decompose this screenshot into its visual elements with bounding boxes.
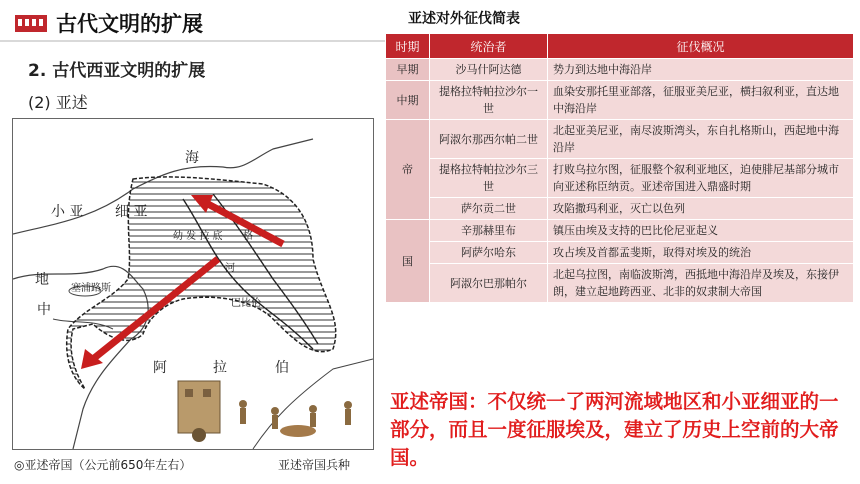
colosseum-icon (14, 13, 48, 33)
assyria-map (12, 118, 374, 450)
summary-cell: 攻陷撒玛利亚，灭亡以色列 (548, 198, 854, 220)
period-cell: 中期 (386, 81, 430, 120)
map-label-tigris: 格 (243, 231, 253, 242)
table-row (386, 159, 854, 198)
map-label-med-2: 中 (37, 302, 51, 318)
period-cell: 早期 (386, 59, 430, 81)
map-caption: ◎亚述帝国（公元前650年左右） (14, 458, 192, 472)
soldiers-caption: 亚述帝国兵种 (278, 458, 351, 472)
header-divider (0, 40, 400, 42)
header-summary: 征伐概况 (548, 34, 854, 59)
map-label-asia-minor-1: 小 亚 (51, 204, 84, 220)
summary-cell: 打败乌拉尔图，征服整个叙利亚地区，迫使腓尼基部分城市向亚述称臣纳贡。亚述帝国进入鼎盛时期 (548, 159, 854, 198)
table-title: 亚述对外征伐简表 (408, 11, 520, 27)
section-title: 2. 古代西亚文明的扩展 (28, 61, 206, 81)
summary-cell: 攻占埃及首都孟斐斯，取得对埃及的统治 (548, 242, 854, 264)
table-row (386, 59, 854, 81)
ruler-cell: 沙马什阿达德 (430, 59, 548, 81)
table-row (386, 242, 854, 264)
map-label-euphrates: 幼 发 拉 底 (173, 231, 223, 242)
map-drawing (13, 119, 373, 449)
table-row (386, 81, 854, 120)
map-label-babylon: 巴比伦 (231, 298, 261, 309)
subsection-title: (2) 亚述 (28, 93, 88, 112)
map-label-river: 河 (225, 263, 235, 274)
map-label-asia-minor-2: 细 亚 (115, 204, 148, 220)
ruler-cell: 阿淑尔那西尔帕二世 (430, 120, 548, 159)
summary-cell: 血染安那托里亚部落，征服亚美尼亚，横扫叙利亚，直达地中海沿岸 (548, 81, 854, 120)
period-cell: 国 (386, 220, 430, 303)
table-row (386, 120, 854, 159)
summary-cell: 镇压由埃及支持的巴比伦尼亚起义 (548, 220, 854, 242)
header-period: 时期 (386, 34, 430, 59)
header-ruler: 统治者 (430, 34, 548, 59)
summary-cell: 北起亚美尼亚，南尽波斯湾头，东自扎格斯山，西起地中海沿岸 (548, 120, 854, 159)
map-label-cyprus: 塞浦路斯 (71, 283, 111, 294)
map-label-arabia-1: 阿 (153, 360, 167, 376)
map-label-arabia-2: 拉 (213, 360, 227, 376)
ruler-cell: 提格拉特帕拉沙尔一世 (430, 81, 548, 120)
table-header-row (386, 34, 854, 59)
ruler-cell: 提格拉特帕拉沙尔三世 (430, 159, 548, 198)
page-title: 古代文明的扩展 (56, 12, 203, 36)
summary-cell: 势力到达地中海沿岸 (548, 59, 854, 81)
summary-cell: 北起乌拉图，南临波斯湾，西抵地中海沿岸及埃及，东接伊朗，建立起地跨西亚、北非的奴隶制大帝国 (548, 264, 854, 303)
table-row (386, 198, 854, 220)
ruler-cell: 阿淑尔巴那帕尔 (430, 264, 548, 303)
ruler-cell: 辛那赫里布 (430, 220, 548, 242)
map-label-arabia-3: 伯 (275, 360, 289, 376)
ruler-cell: 萨尔贡二世 (430, 198, 548, 220)
ruler-cell: 阿萨尔哈东 (430, 242, 548, 264)
conquest-table (385, 33, 854, 303)
map-label-sea: 海 (185, 150, 199, 166)
summary-note: 亚述帝国：不仅统一了两河流域地区和小亚细亚的一部分，而且一度征服埃及，建立了历史上空前的大帝国。 (390, 390, 839, 469)
table-row (386, 264, 854, 303)
map-label-med-1: 地 (35, 272, 49, 288)
period-cell: 帝 (386, 120, 430, 220)
table-row (386, 220, 854, 242)
